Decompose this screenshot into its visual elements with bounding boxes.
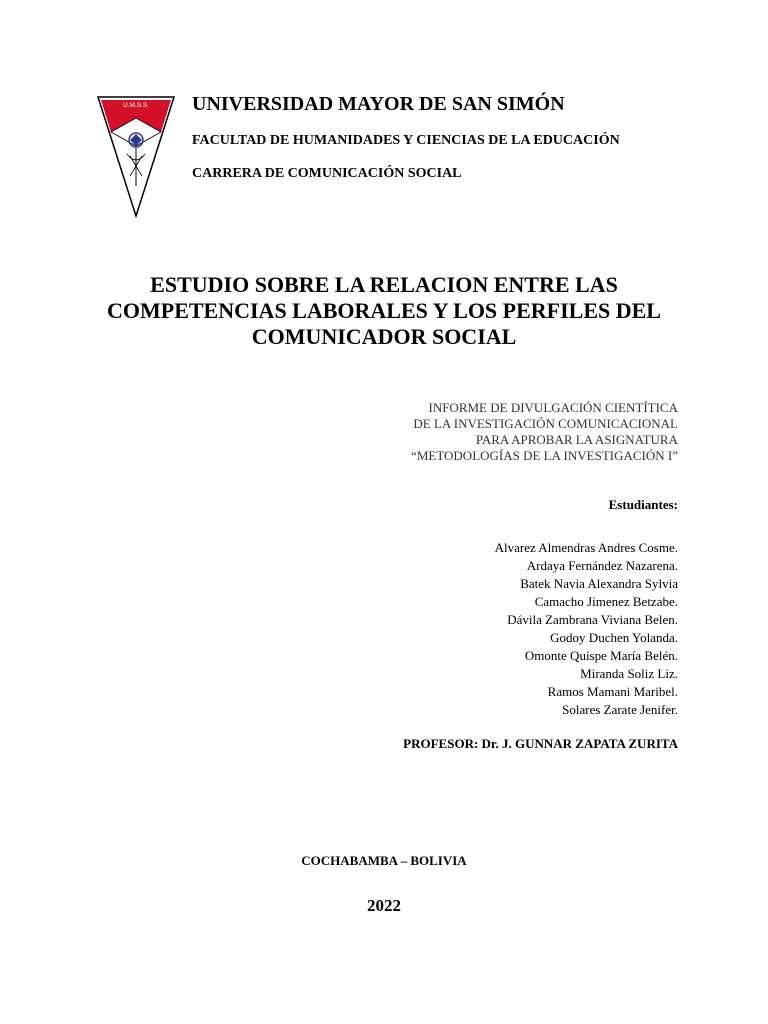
- title-line: ESTUDIO SOBRE LA RELACION ENTRE LAS: [150, 272, 618, 297]
- student-name: Alvarez Almendras Andres Cosme.: [494, 540, 678, 555]
- faculty-name: FACULTAD DE HUMANIDADES Y CIENCIAS DE LA EDUCACIÓN: [192, 133, 620, 148]
- year: 2022: [367, 896, 401, 915]
- student-name: Omonte Quispe María Belén.: [524, 648, 678, 663]
- student-name: Solares Zarate Jenifer.: [562, 702, 678, 717]
- student-name: Camacho Jimenez Betzabe.: [534, 594, 678, 609]
- student-name: Dávila Zambrana Viviana Belen.: [507, 612, 678, 627]
- career-name: CARRERA DE COMUNICACIÓN SOCIAL: [192, 166, 462, 181]
- title-line: COMUNICADOR SOCIAL: [251, 324, 517, 349]
- svg-text:U.M.S.S.: U.M.S.S.: [122, 102, 150, 109]
- professor-name: PROFESOR: Dr. J. GUNNAR ZAPATA ZURITA: [403, 736, 678, 751]
- report-line: INFORME DE DIVULGACIÓN CIENTÍTICA: [428, 400, 678, 415]
- report-line: PARA APROBAR LA ASIGNATURA: [475, 432, 678, 447]
- student-name: Batek Navia Alexandra Sylvia: [520, 576, 678, 591]
- university-logo: [97, 96, 175, 218]
- title-line: COMPETENCIAS LABORALES Y LOS PERFILES DEL: [107, 298, 661, 323]
- student-name: Ardaya Fernández Nazarena.: [526, 558, 678, 573]
- report-line: “METODOLOGÍAS DE LA INVESTIGACIÓN I”: [411, 448, 678, 463]
- report-line: DE LA INVESTIGACIÓN COMUNICACIONAL: [413, 416, 678, 431]
- city-country: COCHABAMBA – BOLIVIA: [301, 853, 467, 868]
- students-list: [495, 539, 678, 719]
- students-heading: Estudiantes:: [608, 497, 678, 512]
- student-name: Miranda Soliz Liz.: [580, 666, 678, 681]
- university-name: UNIVERSIDAD MAYOR DE SAN SIMÓN: [192, 93, 565, 115]
- document-title: [60, 272, 708, 350]
- student-name: Godoy Duchen Yolanda.: [550, 630, 678, 645]
- student-name: Ramos Mamani Maribel.: [547, 684, 678, 699]
- report-description: [411, 400, 678, 464]
